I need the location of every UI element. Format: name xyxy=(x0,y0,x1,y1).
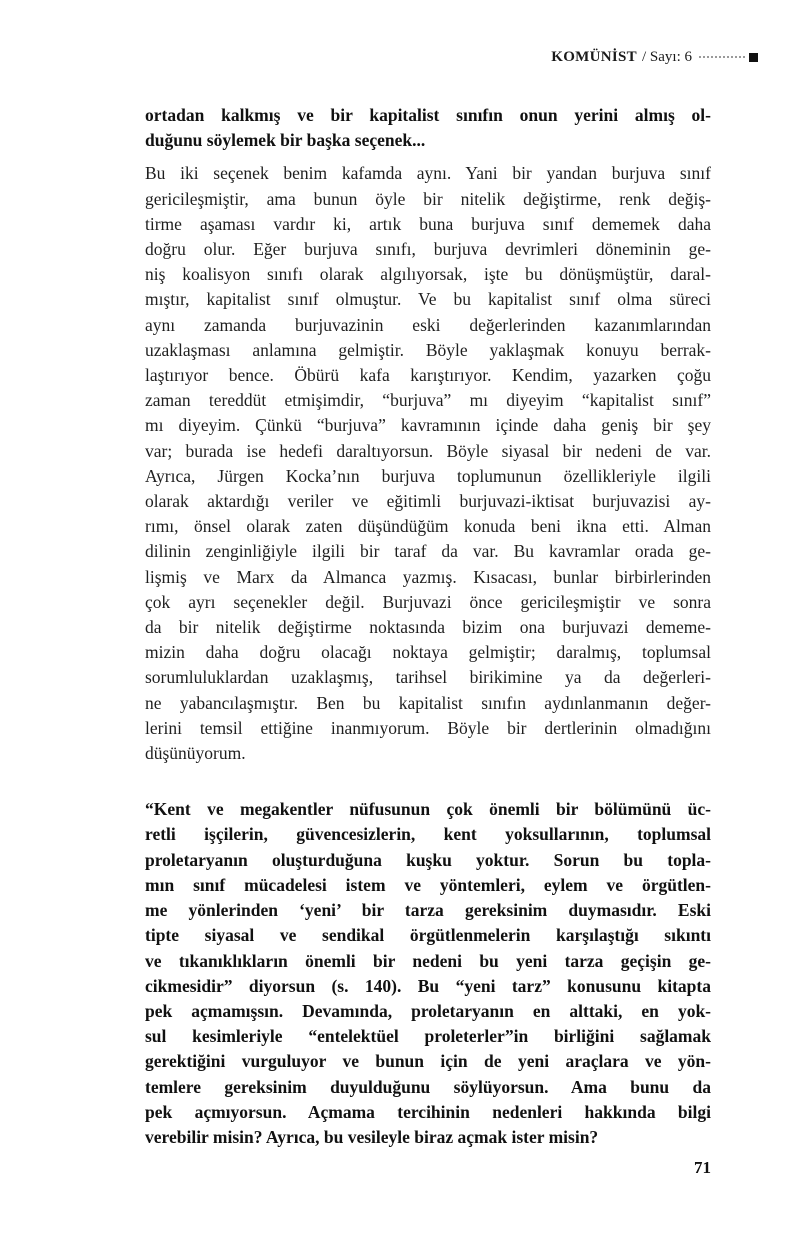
text-line: laştırıyor bence. Öbürü kafa karıştırıyor. Kendim, yazarken çoğu xyxy=(145,365,711,386)
text-line: verebilir misin? Ayrıca, bu vesileyle biraz açmak ister misin? xyxy=(145,1126,599,1147)
text-line: niş koalisyon sınıfı olarak algılıyorsak, işte bu dönüşmüştür, daral- xyxy=(145,264,711,285)
text-line: da bir nitelik değiştirme noktasında bizim ona burjuvazi dememe- xyxy=(145,617,711,638)
text-line: gerektiğini vurguluyor ve bunun için de yeni araçlara ve yön- xyxy=(145,1051,711,1072)
article-body xyxy=(145,103,711,1150)
answer-paragraph xyxy=(145,161,711,766)
text-line: tirme aşaması vardır ki, artık buna burjuva sınıf dememek daha xyxy=(145,213,711,234)
dotted-leader-line xyxy=(699,56,745,58)
text-line: Bu iki seçenek benim kafamda aynı. Yani bir yandan burjuva sınıf xyxy=(145,163,711,184)
text-line: sorumluluklardan uzaklaşmış, tarihsel birikimine ya da değerleri- xyxy=(145,667,711,688)
text-line: pek açmıyorsun. Açmama tercihinin nedenleri hakkında bilgi xyxy=(145,1101,711,1122)
header-square-marker xyxy=(749,53,758,62)
text-line: zaman tereddüt etmişimdir, “burjuva” mı diyeyim “kapitalist sınıf” xyxy=(145,390,711,411)
text-line: me yönlerinden ‘yeni’ bir tarza gereksinim duymasıdır. Eski xyxy=(145,900,711,921)
text-line: çok ayrı seçenekler değil. Burjuvazi önce gericileşmiştir ve sonra xyxy=(145,591,711,612)
text-line: mı diyeyim. Çünkü “burjuva” kavramının içinde daha geniş bir şey xyxy=(145,415,711,436)
text-line: proletaryanın oluşturduğuna kuşku yoktur. Sorun bu topla- xyxy=(145,849,711,870)
text-line: Ayrıca, Jürgen Kocka’nın burjuva toplumunun özellikleriyle ilgili xyxy=(145,465,711,486)
question-continuation xyxy=(145,103,711,153)
text-line: rımı, önsel olarak zaten düşündüğüm konuda beni ikna etti. Alman xyxy=(145,516,711,537)
text-line: sul kesimleriyle “entelektüel proleterler”in birliğini sağlamak xyxy=(145,1026,711,1047)
text-line: mıştır, kapitalist sınıf olmuştur. Ve bu kapitalist sınıf olma süreci xyxy=(145,289,711,310)
text-line: dilinin zenginliğiyle ilgili bir taraf da var. Bu kavramlar orada ge- xyxy=(145,541,711,562)
text-line: olarak aktardığı veriler ve eğitimli burjuvazi-iktisat burjuvazisi ay- xyxy=(145,491,711,512)
text-line: cikmesidir” diyorsun (s. 140). Bu “yeni tarz” konusunu kitapta xyxy=(145,975,711,996)
page-number: 71 xyxy=(694,1158,711,1177)
text-line: ve tıkanıklıkların önemli bir nedeni bu yeni tarza geçişin ge- xyxy=(145,950,711,971)
question-paragraph xyxy=(145,797,711,1150)
text-line: mın sınıf mücadelesi istem ve yöntemleri, eylem ve örgütlen- xyxy=(145,874,711,895)
text-line: ne yabancılaşmıştır. Ben bu kapitalist sınıfın aydınlanmanın değer- xyxy=(145,692,711,713)
text-line: lerini temsil ettiğine inanmıyorum. Böyle bir dertlerinin olmadığını xyxy=(145,717,711,738)
text-line: aynı zamanda burjuvazinin eski değerlerinden kazanımlarından xyxy=(145,314,711,335)
text-line: doğru olur. Eğer burjuva sınıfı, burjuva devrimleri döneminin ge- xyxy=(145,239,711,260)
page-header xyxy=(0,48,758,66)
text-line: duğunu söylemek bir başka seçenek... xyxy=(145,130,426,151)
text-line: retli işçilerin, güvencesizlerin, kent yoksullarının, toplumsal xyxy=(145,824,711,845)
text-line: “Kent ve megakentler nüfusunun çok önemli bir bölümünü üc- xyxy=(145,799,711,820)
text-line: mizin daha doğru olacağı noktaya gelmiştir; daralmış, toplumsal xyxy=(145,642,711,663)
issue-label: / Sayı: 6 xyxy=(641,49,692,65)
text-line: temlere gereksinim duyulduğunu söylüyorsun. Ama bunu da xyxy=(145,1076,711,1097)
text-line: ortadan kalkmış ve bir kapitalist sınıfın onun yerini almış ol- xyxy=(145,105,711,125)
text-line: düşünüyorum. xyxy=(145,743,246,764)
text-line: var; burada ise hedefi daraltıyorsun. Böyle siyasal bir nedeni de var. xyxy=(145,440,711,461)
text-line: pek açmamışsın. Devamında, proletaryanın en alttaki, en yok- xyxy=(145,1000,711,1021)
text-line: uzaklaşması anlamına gelmiştir. Böyle yaklaşmak konuyu berrak- xyxy=(145,339,711,360)
journal-title: KOMÜNİST xyxy=(551,49,637,65)
text-line: gericileşmiştir, ama bunun öyle bir nitelik değiştirme, renk değiş- xyxy=(145,188,711,209)
text-line: lişmiş ve Marx da Almanca yazmış. Kısacası, bunlar birbirlerinden xyxy=(145,566,711,587)
text-line: tipte siyasal ve sendikal örgütlenmelerin karşılaştığı sıkıntı xyxy=(145,925,711,946)
